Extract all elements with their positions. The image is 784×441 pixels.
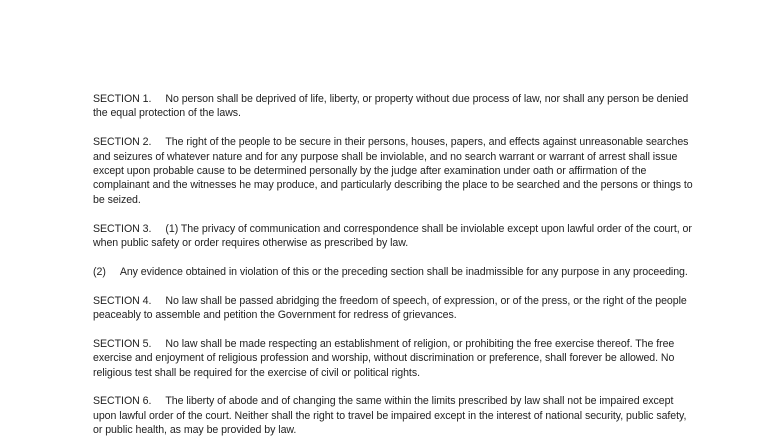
section-3-paragraph	[93, 222, 698, 251]
section-2-text: The right of the people to be secure in their persons, houses, papers, and effects against unreasonable searches and seizures of whatever nature and for any purpose shall be inviolable, and no search warrant or warrant of arrest shall issue except upon probable cause to be determined personally by the judge after examination under oath or affirmation of the complainant and the witnesses he may produce, and particularly describing the place to be searched and the persons or things to be seized.	[93, 136, 693, 206]
section-3-label: SECTION 3.	[93, 222, 152, 235]
section-6-text: The liberty of abode and of changing the same within the limits prescribed by law shall not be impaired except upon lawful order of the court. Neither shall the right to travel be impaired except in the interest of national security, public safety, or public health, as may be provided by law.	[93, 395, 687, 437]
section-1-text: No person shall be deprived of life, liberty, or property without due process of law, nor shall any person be denied the equal protection of the laws.	[93, 93, 689, 120]
section-6-label: SECTION 6.	[93, 395, 152, 408]
section-5-text: No law shall be made respecting an establishment of religion, or prohibiting the free exercise thereof. The free exercise and enjoyment of religious profession and worship, without discrimination or preference, shall forever be allowed. No religious test shall be required for the exercise of civil or political rights.	[93, 337, 675, 379]
section-5-paragraph	[93, 337, 698, 380]
section-6-paragraph	[93, 394, 698, 437]
document-body	[93, 92, 698, 441]
section-2-label: SECTION 2.	[93, 136, 152, 149]
subparagraph-2-label: (2)	[93, 265, 106, 278]
section-5-label: SECTION 5.	[93, 337, 152, 350]
section-1-paragraph	[93, 92, 698, 121]
section-4-paragraph	[93, 294, 698, 323]
section-3-subparagraph-2	[93, 265, 698, 279]
section-2-paragraph	[93, 135, 698, 207]
subparagraph-2-text: Any evidence obtained in violation of this or the preceding section shall be inadmissible for any purpose in any proceeding.	[119, 265, 688, 278]
section-4-text: No law shall be passed abridging the freedom of speech, of expression, or of the press, or the right of the people peaceably to assemble and petition the Government for redress of grievances.	[93, 294, 687, 322]
section-1-label: SECTION 1.	[93, 93, 152, 105]
section-3-text: (1) The privacy of communication and correspondence shall be inviolable except upon lawful order of the court, or when public safety or order requires otherwise as prescribed by law.	[93, 222, 692, 250]
section-4-label: SECTION 4.	[93, 294, 152, 307]
